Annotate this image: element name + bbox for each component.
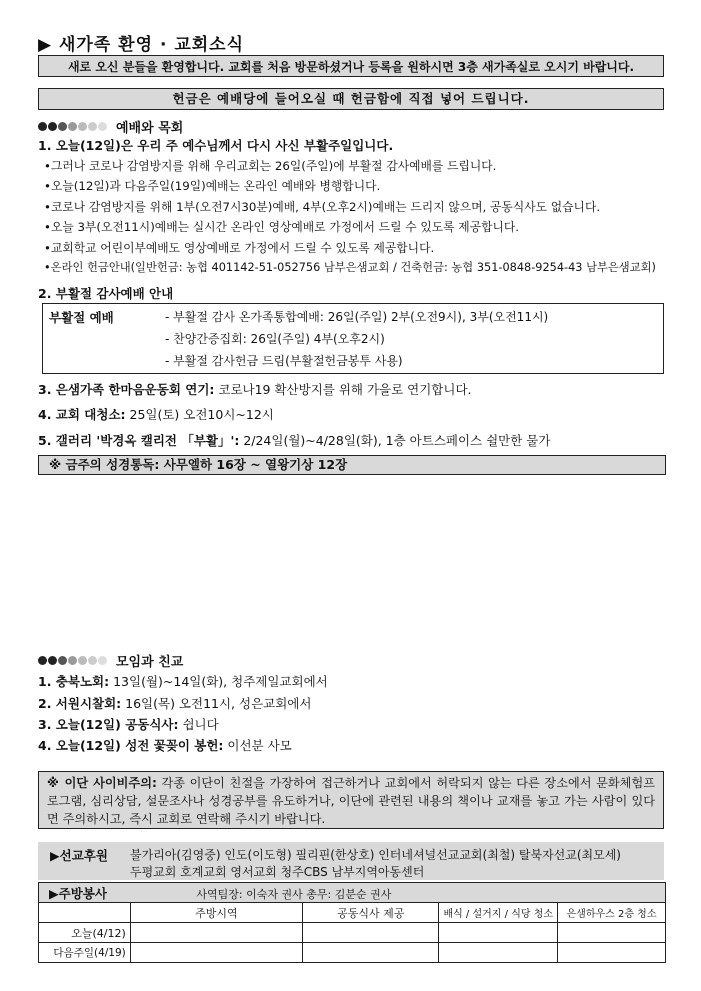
dots-icon xyxy=(38,656,108,665)
bible-reading-banner: ※ 금주의 성경통독: 사무엘하 16장 ~ 열왕기상 12장 xyxy=(38,455,666,475)
worship-bullet: •코로나 감염방지를 위해 1부(오전7시30분)예배, 4부(오후2시)예배는 드리지 않으며, 공동식사도 없습니다. xyxy=(44,200,601,214)
fellowship-item: 4. 오늘(12일) 성전 꽃꽂이 봉헌: 이선분 사모 xyxy=(38,738,292,753)
welcome-banner: 새로 오신 분들을 환영합니다. 교회를 처음 방문하셨거나 등록을 원하시면 3층 새가족실로 오시기 바랍니다. xyxy=(38,55,664,77)
worship-bullet: •교회학교 어린이부예배도 영상예배로 가정에서 드릴 수 있도록 제공합니다. xyxy=(44,241,435,255)
mission-support-label: ▶선교후원 xyxy=(50,848,108,863)
heresy-warning-box: ※ 이단 사이비주의: 각종 이단이 친절을 가장하여 접근하거나 교회에서 허락되지 않는 다른 장소에서 문화체험프로그램, 심리상담, 설문조사나 성경공부를 유도하거나, 이단에 관련된 내용의 책이나 교재를 놓고 가는 사람이 있다면 주의하시고, 즉시 교회로 연락해 주시기 바랍니다. xyxy=(38,771,664,829)
page-title: ▶ 새가족 환영 · 교회소식 xyxy=(38,35,245,55)
mission-support-box xyxy=(38,842,664,880)
easter-line: - 부활절 감사 온가족통합예배: 26일(주일) 2부(오전9시), 3부(오전11시) xyxy=(165,310,549,324)
table-row xyxy=(39,943,666,963)
fellowship-item: 2. 서원시찰회: 16일(목) 오전11시, 성은교회에서 xyxy=(38,696,312,711)
fellowship-section-heading: 모임과 친교 xyxy=(38,651,183,670)
worship-item-2: 2. 부활절 감사예배 안내 xyxy=(38,286,174,301)
worship-bullet: •온라인 헌금안내(일반헌금: 농협 401142-51-052756 남부은샘교회 / 건축헌금: 농협 351-0848-9254-43 남부은샘교회) xyxy=(44,261,656,274)
row-label: 오늘(4/12) xyxy=(39,923,131,943)
kitchen-duty-table xyxy=(38,882,666,963)
easter-line: - 부활절 감사헌금 드림(부활절헌금봉투 사용) xyxy=(165,354,403,368)
mission-support-line: 불가리아(김영중) 인도(이도형) 필리핀(한상호) 인터네셔널선교교회(최철) 탈북자선교(최모세) xyxy=(130,848,621,862)
worship-bullet: •오늘(12일)과 다음주일(19일)예배는 온라인 예배와 병행합니다. xyxy=(44,179,381,193)
column-header: 은샘하우스 2층 청소 xyxy=(558,903,666,923)
dots-icon xyxy=(38,122,108,131)
offering-notice: 헌금은 예배당에 들어오실 때 헌금함에 직접 넣어 드립니다. xyxy=(38,88,664,110)
worship-section-heading: 예배와 목회 xyxy=(38,117,183,136)
worship-item-3: 3. 은샘가족 한마음운동회 연기: 코로나19 확산방지를 위해 가을로 연기합니다. xyxy=(38,382,472,397)
worship-bullet: •오늘 3부(오전11시)예배는 실시간 온라인 영상예배로 가정에서 드릴 수 있도록 제공합니다. xyxy=(44,220,520,234)
mission-support-line: 두평교회 호계교회 영서교회 청주CBS 남부지역아동센터 xyxy=(130,865,425,879)
kitchen-duty-header: ▶주방봉사 사역팀장: 이숙자 권사 총무: 김분순 권사 xyxy=(39,883,666,903)
fellowship-item: 1. 충북노회: 13일(월)~14일(화), 청주제일교회에서 xyxy=(38,674,328,689)
column-header: 공동식사 제공 xyxy=(303,903,439,923)
easter-service-box xyxy=(42,303,664,374)
worship-item-5: 5. 갤러리 '박경옥 캘리전 「부활」': 2/24일(월)~4/28일(화), 1층 아트스페이스 쉴만한 물가 xyxy=(38,433,551,448)
column-header: 배식 / 설거지 / 식당 청소 xyxy=(439,903,558,923)
worship-item-1: 1. 오늘(12일)은 우리 주 예수님께서 다시 사신 부활주일입니다. xyxy=(38,138,394,153)
table-cell xyxy=(39,903,131,923)
worship-bullet: •그러나 코로나 감염방지를 위해 우리교회는 26일(주일)에 부활절 감사예배를 드립니다. xyxy=(44,159,497,173)
worship-item-4: 4. 교회 대청소: 25일(토) 오전10시~12시 xyxy=(38,407,274,422)
easter-line: - 찬양간증집회: 26일(주일) 4부(오후2시) xyxy=(165,332,385,346)
easter-label: 부활절 예배 xyxy=(49,310,114,325)
fellowship-item: 3. 오늘(12일) 공동식사: 쉽니다 xyxy=(38,717,219,732)
column-header: 주방시역 xyxy=(130,903,302,923)
row-label: 다음주일(4/19) xyxy=(39,943,131,963)
table-row xyxy=(39,923,666,943)
